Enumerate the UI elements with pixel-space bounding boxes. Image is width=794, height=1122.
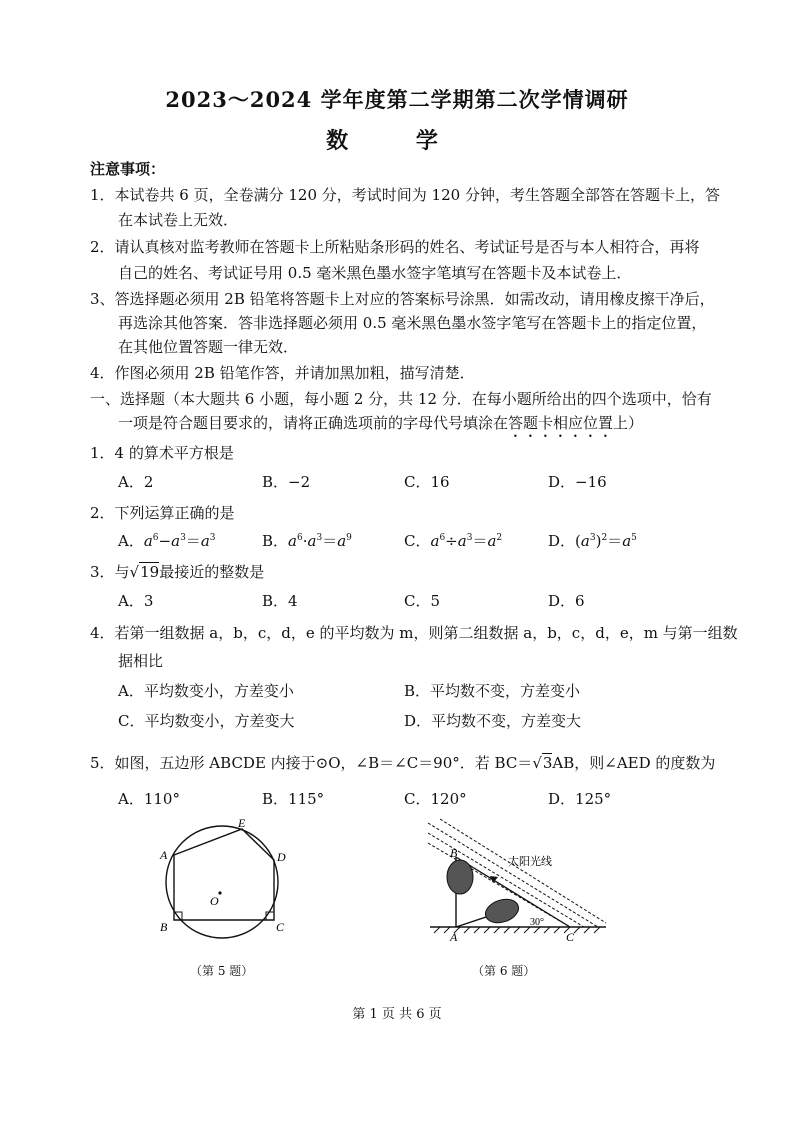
notice-item-1-line1: 1．本试卷共 6 页，全卷满分 120 分，考试时间为 120 分钟，考生答题全部答在答题卡上，答 <box>90 186 720 204</box>
subject-title: 数 学 <box>326 128 468 154</box>
label-o: O <box>210 894 219 908</box>
q3-stem <box>90 561 264 583</box>
pentagon-abcde <box>174 829 274 920</box>
q1-option-a: A．2 <box>118 473 154 491</box>
q4-option-a: A．平均数变小，方差变小 <box>118 682 294 700</box>
q4-option-b: B．平均数不变，方差变小 <box>404 682 581 700</box>
notice-item-2-line1: 2．请认真核对监考教师在答题卡上所粘贴条形码的姓名、考试证号是否与本人相符合，再将 <box>90 238 700 256</box>
q1-option-d: D．−16 <box>548 473 607 491</box>
q3-option-d: D．6 <box>548 592 585 610</box>
q3-option-c: C．5 <box>404 592 441 610</box>
sqrt-symbol: √ <box>129 563 140 581</box>
notice-item-3-line1: 3、答选择题必须用 2B 铅笔将答题卡上对应的答案标号涂黑．如需改动，请用橡皮擦干净后， <box>90 290 715 308</box>
q2-option-c: C．$a^6\div a^3=a^2$ <box>404 532 503 550</box>
exam-title: 2023～2024 学年度第二学期第二次学情调研 <box>165 87 629 112</box>
q4-stem-line2: 据相比 <box>118 652 164 670</box>
circle-o <box>166 826 278 938</box>
page-footer: 第 1 页 共 6 页 <box>352 1007 442 1022</box>
notice-item-1-line2: 在本试卷上无效． <box>118 211 239 229</box>
q2-stem: 2．下列运算正确的是 <box>90 504 235 522</box>
label-b: B <box>160 920 168 934</box>
section-1-heading-line2 <box>118 412 643 441</box>
label-a: A <box>450 930 458 944</box>
q2-option-b: B．$a^6\cdot a^3=a^9$ <box>262 532 352 550</box>
sqrt-symbol: √ <box>532 754 542 772</box>
q4-option-d: D．平均数不变，方差变大 <box>404 712 582 730</box>
q1-option-b: B．−2 <box>262 473 311 491</box>
q3-radicand: 19 <box>140 563 160 581</box>
angle-label: 30° <box>530 917 544 928</box>
figure-6-caption: （第 6 题） <box>472 964 536 978</box>
q5-stem-part-a: 5．如图，五边形 ABCDE 内接于⊙O，∠B＝∠C＝90°．若 BC＝ <box>90 754 533 772</box>
fallen-tree-crown <box>482 895 521 926</box>
label-e: E <box>238 816 246 830</box>
figure-5-pentagon-in-circle <box>150 815 310 945</box>
notice-heading: 注意事项： <box>90 160 166 178</box>
label-c: C <box>566 930 575 944</box>
label-d: D <box>277 850 286 864</box>
q5-stem-part-b: AB，则∠AED 的度数为 <box>552 754 716 772</box>
label-a: A <box>160 848 168 862</box>
q3-stem-part-b: 最接近的整数是 <box>159 563 265 581</box>
q2-option-a: A．$a^6-a^3=a^3$ <box>118 532 216 550</box>
q5-option-d: D．125° <box>548 790 612 808</box>
q5-option-b: B．115° <box>262 790 325 808</box>
q1-stem: 1．4 的算术平方根是 <box>90 444 234 462</box>
section-1-heading-emphasis: 答题卡相应位置 <box>508 414 614 432</box>
figure-5-caption: （第 5 题） <box>190 964 254 978</box>
q5-radicand: 3 <box>542 754 553 772</box>
label-c: C <box>276 920 285 934</box>
q5-stem <box>90 752 715 774</box>
q5-option-a: A．110° <box>118 790 180 808</box>
q4-option-c: C．平均数变小，方差变大 <box>118 712 295 730</box>
q3-stem-part-a: 3．与 <box>90 563 130 581</box>
sunlight-label: 太阳光线 <box>508 856 552 868</box>
q2-option-d: D．$(a^3)^2=a^5$ <box>548 532 637 550</box>
center-o-point <box>218 891 221 894</box>
section-1-heading-part-c: 上） <box>613 414 644 432</box>
figure-6-sunlight-tree <box>420 815 610 945</box>
section-1-heading-line1: 一、选择题（本大题共 6 小题，每小题 2 分，共 12 分．在每小题所给出的四个选项中，恰有 <box>90 390 712 408</box>
notice-item-3-line2: 再选涂其他答案．答非选择题必须用 0.5 毫米黑色墨水签字笔写在答题卡上的指定位置， <box>118 314 707 332</box>
label-b: B <box>450 846 458 860</box>
q3-option-a: A．3 <box>118 592 154 610</box>
tree-crown <box>447 860 473 894</box>
q1-option-c: C．16 <box>404 473 450 491</box>
q4-stem-line1: 4．若第一组数据 a，b，c，d，e 的平均数为 m，则第二组数据 a，b，c，d，e，m 与第一组数 <box>90 624 738 642</box>
q3-option-b: B．4 <box>262 592 298 610</box>
q5-option-c: C．120° <box>404 790 467 808</box>
section-1-heading-part-a: 一项是符合题目要求的，请将正确选项前的字母代号填涂在 <box>118 414 509 432</box>
notice-item-4: 4．作图必须用 2B 铅笔作答，并请加黑加粗，描写清楚． <box>90 364 475 382</box>
notice-item-3-line3: 在其他位置答题一律无效． <box>118 338 299 356</box>
notice-item-2-line2: 自己的姓名、考试证号用 0.5 毫米黑色墨水签字笔填写在答题卡及本试卷上． <box>118 264 632 282</box>
